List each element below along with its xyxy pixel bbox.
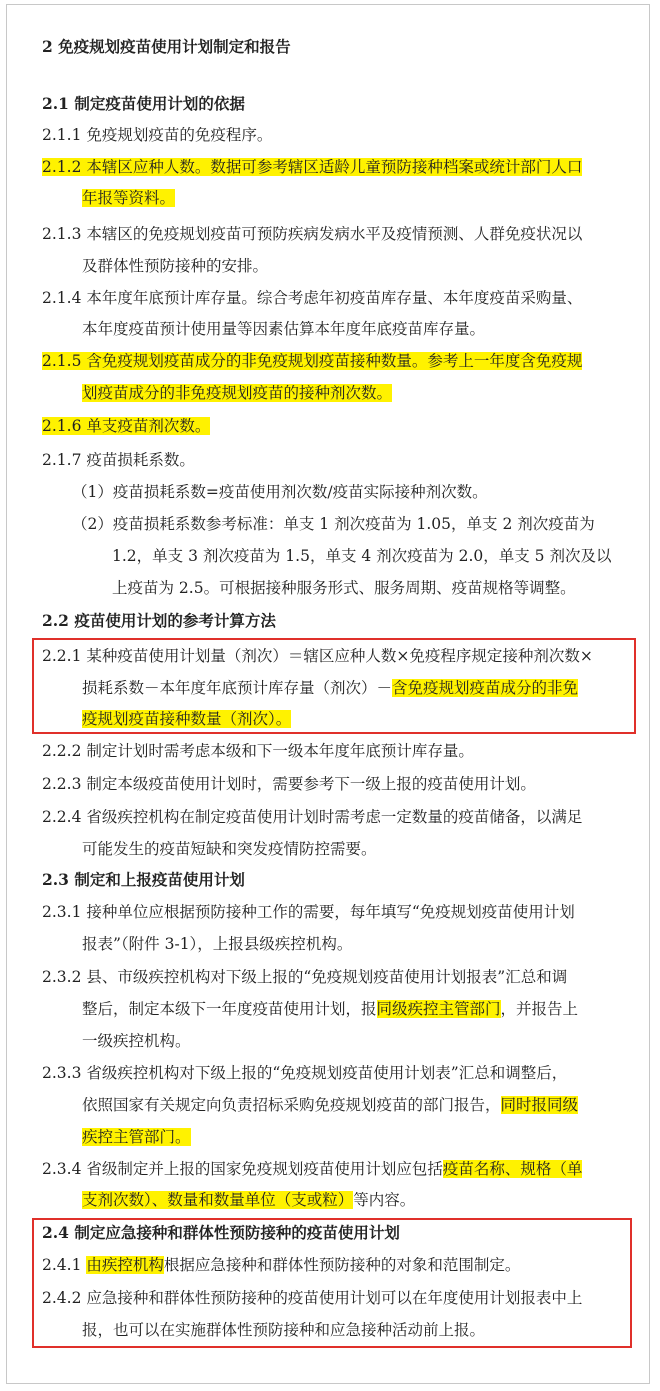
highlight: 疫苗名称、规格（单	[442, 1160, 583, 1178]
item-2-2-1-line3	[82, 708, 291, 730]
highlight: 2.1.2 本辖区应种人数。数据可参考辖区适龄儿童预防接种档案或统计部门人口	[42, 158, 583, 176]
section-2-4-title: 2.4 制定应急接种和群体性预防接种的疫苗使用计划	[42, 1223, 400, 1242]
item-2-3-4-line2	[82, 1189, 415, 1211]
item-2-1-4-line1: 2.1.4 本年度年底预计库存量。综合考虑年初疫苗库存量、本年度疫苗采购量、	[42, 289, 583, 307]
plain-text: 损耗系数－本年度年底预计库存量（剂次）－	[82, 679, 393, 697]
main-heading: 2 免疫规划疫苗使用计划制定和报告	[42, 37, 291, 56]
item-2-1-4-line2: 本年度疫苗预计使用量等因素估算本年度年底疫苗库存量。	[82, 320, 486, 338]
highlight: 划疫苗成分的非免疫规划疫苗的接种剂次数。	[82, 384, 393, 402]
item-2-3-4-line1	[42, 1158, 582, 1180]
plain-text: ，并报告上	[500, 1000, 579, 1018]
item-2-1-1: 2.1.1 免疫规划疫苗的免疫程序。	[42, 126, 273, 144]
highlight: 同时报同级	[500, 1096, 579, 1114]
highlight: 2.1.6 单支疫苗剂次数。	[42, 417, 211, 435]
highlight: 含免疫规划疫苗成分的非免	[392, 679, 579, 697]
item-2-1-3-line1: 2.1.3 本辖区的免疫规划疫苗可预防疾病发病水平及疫情预测、人群免疫状况以	[42, 225, 583, 243]
item-2-1-7-1: （1）疫苗损耗系数=疫苗使用剂次数/疫苗实际接种剂次数。	[72, 483, 488, 501]
item-2-4-1	[42, 1254, 520, 1276]
highlight: 2.1.5 含免疫规划疫苗成分的非免疫规划疫苗接种数量。参考上一年度含免疫规	[42, 352, 583, 370]
item-2-3-1-line2: 报表”（附件 3-1），上报县级疾控机构。	[82, 935, 353, 953]
item-2-1-7-2-line2: 1.2，单支 3 剂次疫苗为 1.5，单支 4 剂次疫苗为 2.0，单支 5 剂次及以	[112, 547, 612, 565]
item-2-2-4-line1: 2.2.4 省级疾控机构在制定疫苗使用计划时需考虑一定数量的疫苗储备，以满足	[42, 808, 583, 826]
item-2-3-1-line1: 2.3.1 接种单位应根据预防接种工作的需要，每年填写“免疫规划疫苗使用计划	[42, 903, 575, 921]
item-2-3-2-line3: 一级疾控机构。	[82, 1032, 191, 1050]
item-2-1-5-line1	[42, 350, 582, 372]
item-number: 2.4.1	[42, 1256, 87, 1274]
highlight: 由疾控机构	[86, 1256, 164, 1274]
item-2-1-2-line2	[82, 187, 175, 209]
item-2-1-6	[42, 415, 210, 437]
item-2-2-3: 2.2.3 制定本级疫苗使用计划时，需要参考下一级上报的疫苗使用计划。	[42, 775, 536, 793]
item-2-3-3-line3	[82, 1126, 191, 1148]
highlight: 疫规划疫苗接种数量（剂次）。	[82, 710, 292, 728]
item-2-2-4-line2: 可能发生的疫苗短缺和突发疫情防控需要。	[82, 840, 377, 858]
item-2-1-7: 2.1.7 疫苗损耗系数。	[42, 451, 195, 469]
section-2-3-title: 2.3 制定和上报疫苗使用计划	[42, 870, 245, 889]
plain-text: 整后，制定本级下一年度疫苗使用计划，报	[82, 1000, 377, 1018]
highlight: 疾控主管部门。	[82, 1128, 191, 1146]
item-2-3-3-line1: 2.3.3 省级疾控机构对下级上报的“免疫规划疫苗使用计划表”汇总和调整后，	[42, 1064, 568, 1082]
item-2-1-7-2-line1: （2）疫苗损耗系数参考标准：单支 1 剂次疫苗为 1.05，单支 2 剂次疫苗为	[72, 515, 595, 533]
item-2-4-2-line2: 报，也可以在实施群体性预防接种和应急接种活动前上报。	[82, 1321, 486, 1339]
item-2-1-3-line2: 及群体性预防接种的安排。	[82, 257, 269, 275]
item-2-4-2-line1: 2.4.2 应急接种和群体性预防接种的疫苗使用计划可以在年度使用计划报表中上	[42, 1289, 583, 1307]
section-2-2-title: 2.2 疫苗使用计划的参考计算方法	[42, 611, 276, 630]
item-2-3-2-line2	[82, 998, 578, 1020]
plain-text: 依照国家有关规定向负责招标采购免疫规划疫苗的部门报告，	[82, 1096, 501, 1114]
highlight: 同级疾控主管部门	[376, 1000, 501, 1018]
item-2-3-3-line2	[82, 1094, 578, 1116]
item-2-2-1-line2	[82, 677, 578, 699]
item-2-1-7-2-line3: 上疫苗为 2.5。可根据接种服务形式、服务周期、疫苗规格等调整。	[112, 579, 576, 597]
highlight: 支剂次数）、数量和数量单位（支或粒）	[82, 1191, 354, 1209]
item-2-2-1-line1: 2.2.1 某种疫苗使用计划量（剂次）＝辖区应种人数×免疫程序规定接种剂次数×	[42, 647, 593, 665]
item-2-3-2-line1: 2.3.2 县、市级疾控机构对下级上报的“免疫规划疫苗使用计划报表”汇总和调	[42, 968, 568, 986]
plain-text: 根据应急接种和群体性预防接种的对象和范围制定。	[163, 1256, 521, 1274]
plain-text: 2.3.4 省级制定并上报的国家免疫规划疫苗使用计划应包括	[42, 1160, 443, 1178]
item-2-1-2-line1	[42, 156, 582, 178]
plain-text: 等内容。	[353, 1191, 416, 1209]
section-2-1-title: 2.1 制定疫苗使用计划的依据	[42, 94, 245, 113]
item-2-1-5-line2	[82, 382, 392, 404]
highlight: 年报等资料。	[82, 189, 176, 207]
item-2-2-2: 2.2.2 制定计划时需考虑本级和下一级本年度年底预计库存量。	[42, 742, 474, 760]
